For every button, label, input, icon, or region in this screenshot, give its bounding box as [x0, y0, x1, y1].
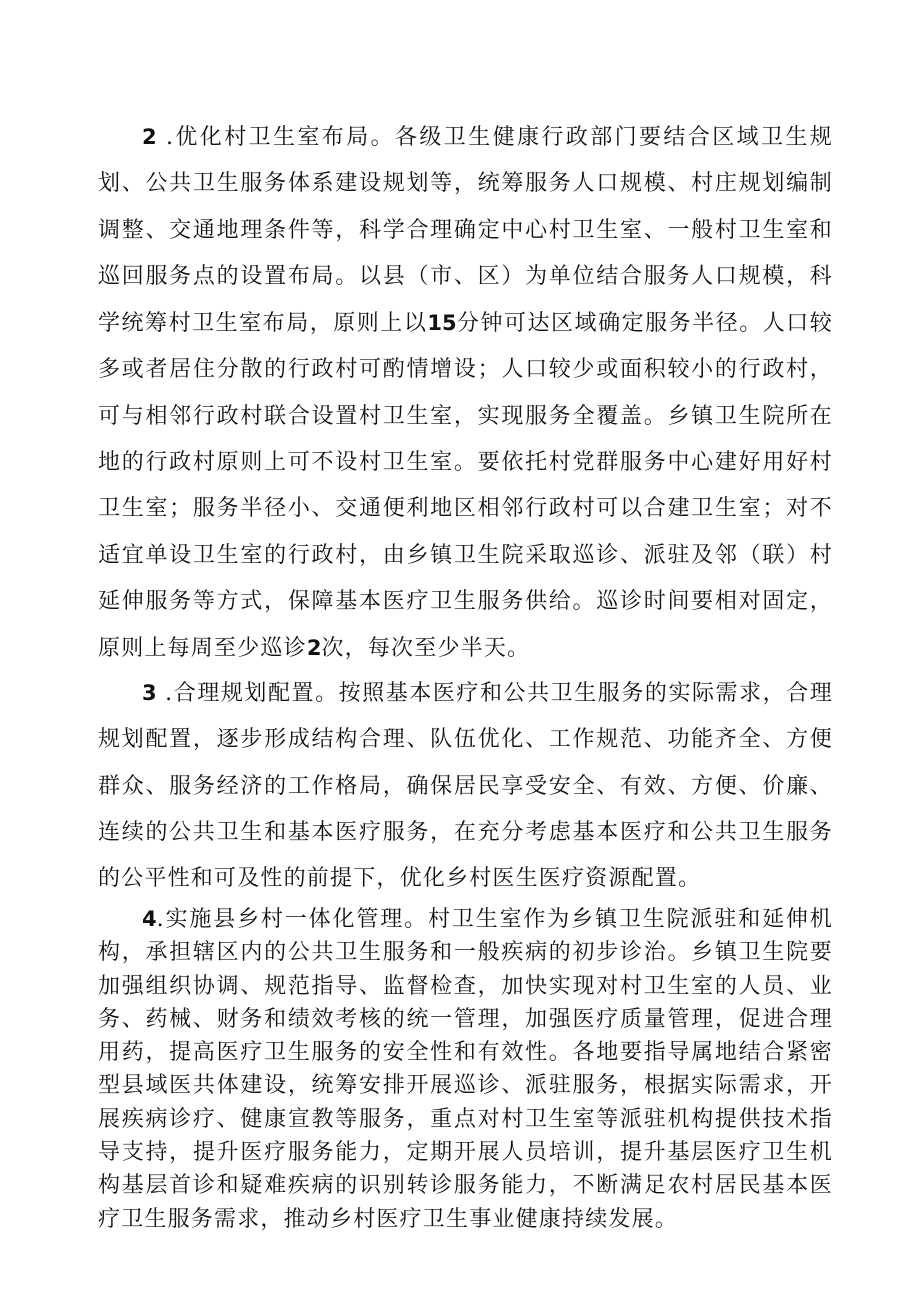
paragraph-2 — [98, 114, 833, 673]
paragraph-number: 3 — [142, 681, 157, 705]
paragraph-text: 分钟可达区域确定服务半径。人口较多或者居住分散的行政村可酌情增设；人口较少或面积较小的行政村，可与相邻行政村联合设置村卫生室，实现服务全覆盖。乡镇卫生院所在地的行政村原则上可不设村卫生室。要依托村党群服务中心建好用好村卫生室；服务半径小、交通便利地区相邻行政村可以合建卫生室；对不适宜单设卫生室的行政村，由乡镇卫生院采取巡诊、派驻及邻（联）村延伸服务等方式，保障基本医疗卫生服务供给。巡诊时间要相对固定，原则上每周至少巡诊 — [98, 311, 833, 662]
paragraph-text: .优化村卫生室布局。各级卫生健康行政部门要结合区域卫生规划、公共卫生服务体系建设规划等，统筹服务人口规模、村庄规划编制调整、交通地理条件等，科学合理确定中心村卫生室、一般村卫生室和巡回服务点的设置布局。以县（市、区）为单位结合服务人口规模，科学统筹村卫生室布局，原则上以 — [98, 125, 833, 337]
paragraph-text: .合理规划配置。按照基本医疗和公共卫生服务的实际需求，合理规划配置，逐步形成结构合理、队伍优化、工作规范、功能齐全、方便群众、服务经济的工作格局，确保居民享受安全、有效、方便、价廉、连续的公共卫生和基本医疗服务，在充分考虑基本医疗和公共卫生服务的公平性和可及性的前提下，优化乡村医生医疗资源配置。 — [98, 681, 833, 892]
paragraph-3 — [98, 670, 833, 902]
inline-number: 2 — [306, 636, 322, 661]
paragraph-text: 次，每次至少半天。 — [321, 636, 531, 662]
paragraph-number: 4 — [142, 907, 157, 931]
paragraph-text: .实施县乡村一体化管理。村卫生室作为乡镇卫生院派驻和延伸机构，承担辖区内的公共卫生服务和一般疾病的初步诊治。乡镇卫生院要加强组织协调、规范指导、监督检查，加快实现对村卫生室的人员、业务、药械、财务和绩效考核的统一管理，加强医疗质量管理，促进合理用药，提高医疗卫生服务的安全性和有效性。各地要指导属地结合紧密型县域医共体建设，统筹安排开展巡诊、派驻服务，根据实际需求，开展疾病诊疗、健康宣教等服务，重点对村卫生室等派驻机构提供技术指导支持，提升医疗服务能力，定期开展人员培训，提升基层医疗卫生机构基层首诊和疑难疾病的识别转诊服务能力，不断满足农村居民基本医疗卫生服务需求，推动乡村医疗卫生事业健康持续发展。 — [98, 907, 833, 1232]
paragraph-4 — [98, 903, 833, 1236]
inline-number: 15 — [427, 311, 457, 336]
paragraph-number: 2 — [142, 125, 157, 149]
